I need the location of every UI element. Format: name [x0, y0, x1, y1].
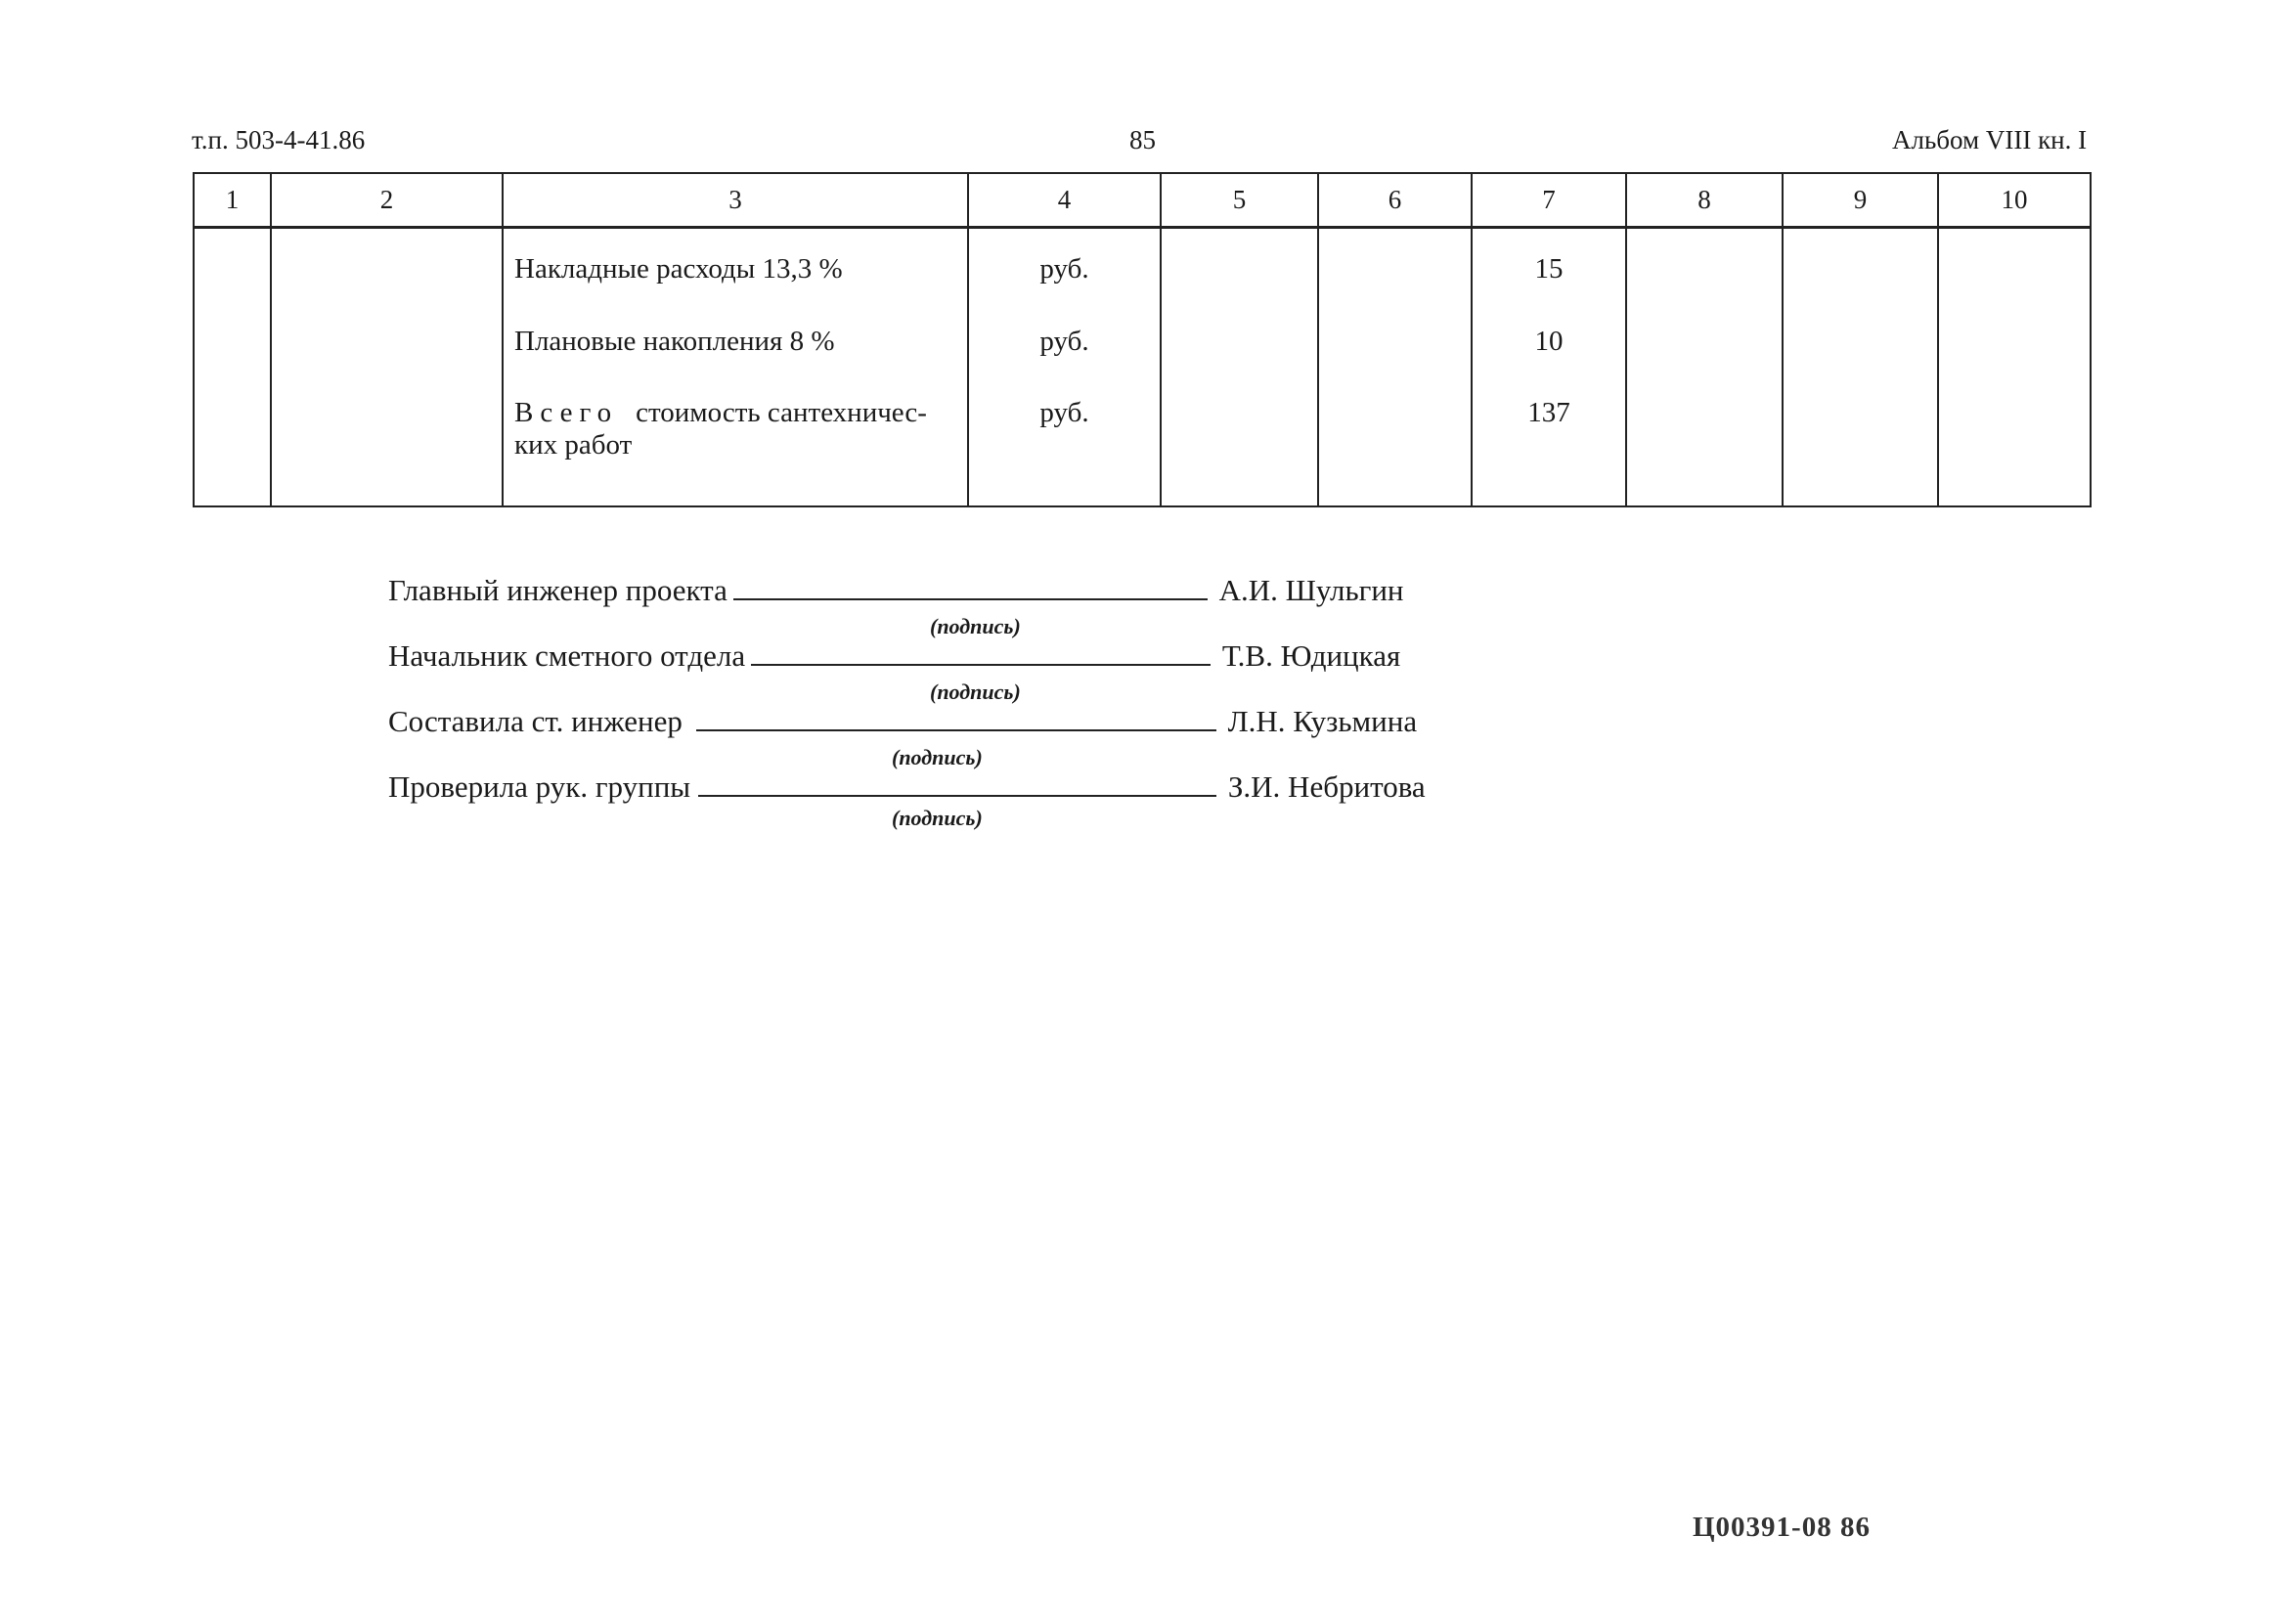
total-prefix: Всего — [514, 397, 619, 428]
document-number: Ц00391-08 86 — [1693, 1512, 1871, 1543]
total-description-line2: ких работ — [514, 429, 633, 461]
column-header: 1 — [194, 173, 271, 228]
signature-name: Т.В. Юдицкая — [1221, 638, 1401, 673]
overhead-label: Накладные расходы 13,3 % — [514, 253, 843, 285]
cell-col9 — [1783, 228, 1938, 507]
amount-value: 10 — [1534, 326, 1564, 357]
signature-position: Проверила рук. группы — [388, 769, 691, 804]
signature-caption: (подпись) — [892, 745, 983, 769]
signature-name: Л.Н. Кузьмина — [1227, 704, 1418, 738]
signature-position: Составила ст. инженер — [388, 704, 683, 738]
cell-col2 — [271, 228, 503, 507]
signature-blank — [698, 769, 1216, 797]
column-header: 6 — [1318, 173, 1472, 228]
signature-position: Начальник сметного отдела — [388, 638, 746, 673]
amount-value: 137 — [1527, 397, 1570, 428]
signature-caption: (подпись) — [892, 806, 983, 830]
estimate-table — [193, 172, 2092, 507]
column-number-row — [194, 173, 2091, 228]
signature-position: Главный инженер проекта — [388, 573, 727, 607]
signature-line-chief-engineer — [388, 573, 1404, 608]
unit-value: руб. — [1039, 253, 1089, 285]
unit-value: руб. — [1039, 326, 1089, 357]
column-header: 7 — [1472, 173, 1626, 228]
cell-amount — [1472, 228, 1626, 507]
cell-col10 — [1938, 228, 2091, 507]
total-description: стоимость сантехничес- — [636, 397, 927, 428]
signature-blank — [733, 573, 1208, 600]
doc-code: т.п. 503-4-41.86 — [192, 125, 366, 154]
signature-caption: (подпись) — [930, 614, 1021, 638]
amount-value: 15 — [1534, 253, 1564, 285]
cell-unit — [968, 228, 1161, 507]
cell-col5 — [1161, 228, 1318, 507]
signature-name: А.И. Шульгин — [1218, 573, 1404, 607]
cell-col8 — [1626, 228, 1783, 507]
signature-name: З.И. Небритова — [1227, 769, 1426, 804]
column-header: 9 — [1783, 173, 1938, 228]
total-label — [514, 397, 961, 461]
planned-savings-label: Плановые накопления 8 % — [514, 326, 835, 357]
column-header: 10 — [1938, 173, 2091, 228]
signature-blank — [696, 704, 1216, 731]
album-label: Альбом VIII кн. I — [1892, 125, 2088, 154]
column-header: 3 — [503, 173, 968, 228]
cell-col6 — [1318, 228, 1472, 507]
table-body-row — [194, 228, 2091, 507]
column-header: 4 — [968, 173, 1161, 228]
page-number: 85 — [1129, 125, 1156, 154]
signature-line-checker — [388, 769, 1426, 805]
unit-value: руб. — [1039, 397, 1089, 428]
column-header: 5 — [1161, 173, 1318, 228]
signature-blank — [751, 638, 1211, 666]
signature-line-estimates-head — [388, 638, 1400, 674]
cell-description — [503, 228, 968, 507]
signature-caption: (подпись) — [930, 680, 1021, 704]
cell-col1 — [194, 228, 271, 507]
column-header: 2 — [271, 173, 503, 228]
signature-line-compiler — [388, 704, 1417, 739]
column-header: 8 — [1626, 173, 1783, 228]
